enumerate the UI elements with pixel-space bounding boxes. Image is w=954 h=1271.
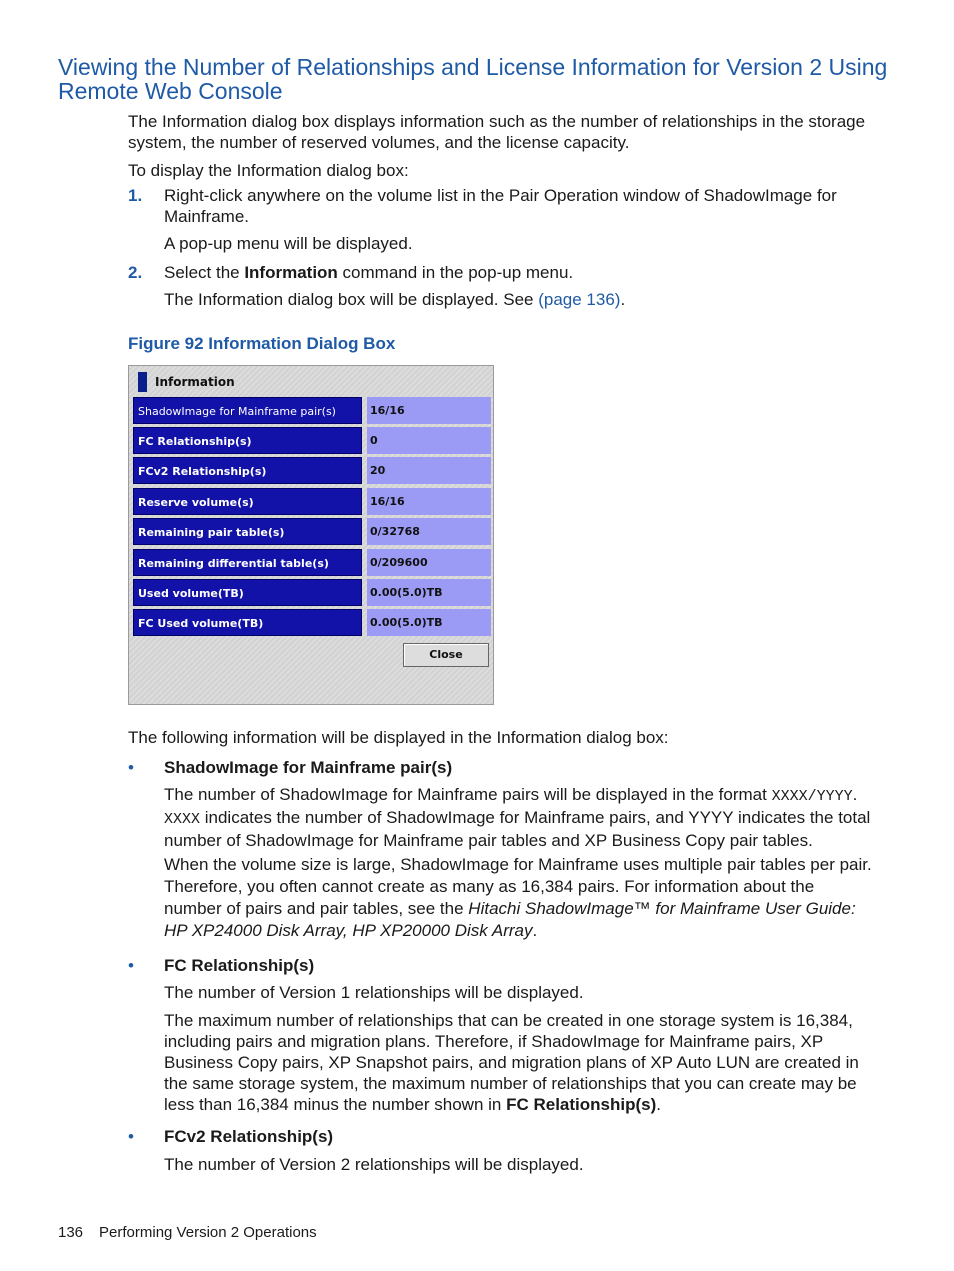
bullet-paragraph: The number of Version 1 relationships will be displayed. — [164, 983, 584, 1002]
info-value: 0.00(5.0)TB — [367, 609, 491, 636]
info-value: 16/16 — [367, 397, 491, 424]
chapter-title: Performing Version 2 Operations — [99, 1224, 317, 1241]
info-label: ShadowImage for Mainframe pair(s) — [133, 397, 362, 424]
following-intro: The following information will be displayed in the Information dialog box: — [128, 728, 669, 747]
section-title: Viewing the Number of Relationships and License Information for Version 2 Using Remote Web Console — [58, 54, 888, 104]
step-number: 2. — [128, 263, 143, 282]
info-row — [133, 609, 493, 636]
document-reference: Hitachi ShadowImage™ for Mainframe User Guide: HP XP24000 Disk Array, HP XP20000 Disk Array — [164, 899, 856, 940]
info-label: FC Used volume(TB) — [133, 609, 362, 636]
page-link[interactable]: (page 136) — [538, 290, 621, 309]
step-result: The Information dialog box will be displayed. See (page 136). — [164, 290, 626, 309]
step-text: Select the Information command in the pop-up menu. — [164, 263, 574, 282]
info-label: Used volume(TB) — [133, 579, 362, 606]
bullet-icon: • — [128, 956, 134, 975]
dialog-title-marker — [138, 372, 147, 392]
info-label: Reserve volume(s) — [133, 488, 362, 515]
page-number: 136 — [58, 1224, 84, 1241]
info-value: 0/209600 — [367, 549, 491, 576]
bullet-paragraph: The maximum number of relationships that can be created in one storage system is 16,384, including pairs and migration plans. Therefore, if ShadowImage for Mainframe pairs, XP Business Copy pairs, XP Snapshot pairs, and migration plans of XP Auto LUN are created in the same storage system, the maximum number of relationships that you can create may be less than 16,384 minus the number shown in FC Relationship(s). — [164, 1011, 859, 1114]
figure-caption: Figure 92 Information Dialog Box — [128, 334, 396, 353]
info-row — [133, 488, 493, 515]
intro-paragraph: The Information dialog box displays information such as the number of relationships in the storage system, the number of reserved volumes, and the license capacity. — [128, 112, 866, 152]
bullet-title: FC Relationship(s) — [164, 956, 315, 975]
information-dialog — [128, 365, 494, 705]
bullet-title: FCv2 Relationship(s) — [164, 1127, 334, 1146]
field-name: FC Relationship(s) — [506, 1095, 657, 1114]
info-value: 20 — [367, 457, 491, 484]
bullet-icon: • — [128, 1127, 134, 1146]
info-value: 16/16 — [367, 488, 491, 515]
bullet-icon: • — [128, 758, 134, 777]
info-label: Remaining pair table(s) — [133, 518, 362, 545]
info-value: 0.00(5.0)TB — [367, 579, 491, 606]
step-number: 1. — [128, 186, 143, 205]
format-code: XXXX — [164, 811, 201, 828]
command-name: Information — [244, 263, 338, 282]
info-label: FC Relationship(s) — [133, 427, 362, 454]
info-value: 0 — [367, 427, 491, 454]
info-row — [133, 549, 493, 576]
info-row — [133, 518, 493, 545]
bullet-paragraph: The number of ShadowImage for Mainframe pairs will be displayed in the format XXXX/YYYY. XXXX indicates the number of ShadowImage for Mainframe pairs, and YYYY indicates the total number of ShadowImage for Mainframe pair tables and XP Business Copy pair tables. — [164, 785, 871, 850]
format-code: XXXX/YYYY — [771, 788, 853, 805]
info-value: 0/32768 — [367, 518, 491, 545]
close-button[interactable]: Close — [403, 643, 489, 667]
info-row — [133, 457, 493, 484]
info-label: Remaining differential table(s) — [133, 549, 362, 576]
info-row — [133, 579, 493, 606]
info-label: FCv2 Relationship(s) — [133, 457, 362, 484]
page-footer — [58, 1222, 317, 1243]
info-row — [133, 397, 493, 424]
intro-instruction: To display the Information dialog box: — [128, 161, 409, 180]
step-text: Right-click anywhere on the volume list in the Pair Operation window of ShadowImage for Mainframe. — [164, 186, 837, 226]
info-row — [133, 427, 493, 454]
bullet-paragraph: The number of Version 2 relationships will be displayed. — [164, 1155, 584, 1174]
bullet-title: ShadowImage for Mainframe pair(s) — [164, 758, 453, 777]
bullet-paragraph: When the volume size is large, ShadowImage for Mainframe uses multiple pair tables per pair. Therefore, you often cannot create as many as 16,384 pairs. For information about the number of pairs and pair tables, see the Hitachi ShadowImage™ for Mainframe User Guide: HP XP24000 Disk Array, HP XP20000 Disk Array. — [164, 855, 872, 940]
step-result: A pop-up menu will be displayed. — [164, 234, 413, 253]
dialog-title: Information — [155, 375, 235, 389]
